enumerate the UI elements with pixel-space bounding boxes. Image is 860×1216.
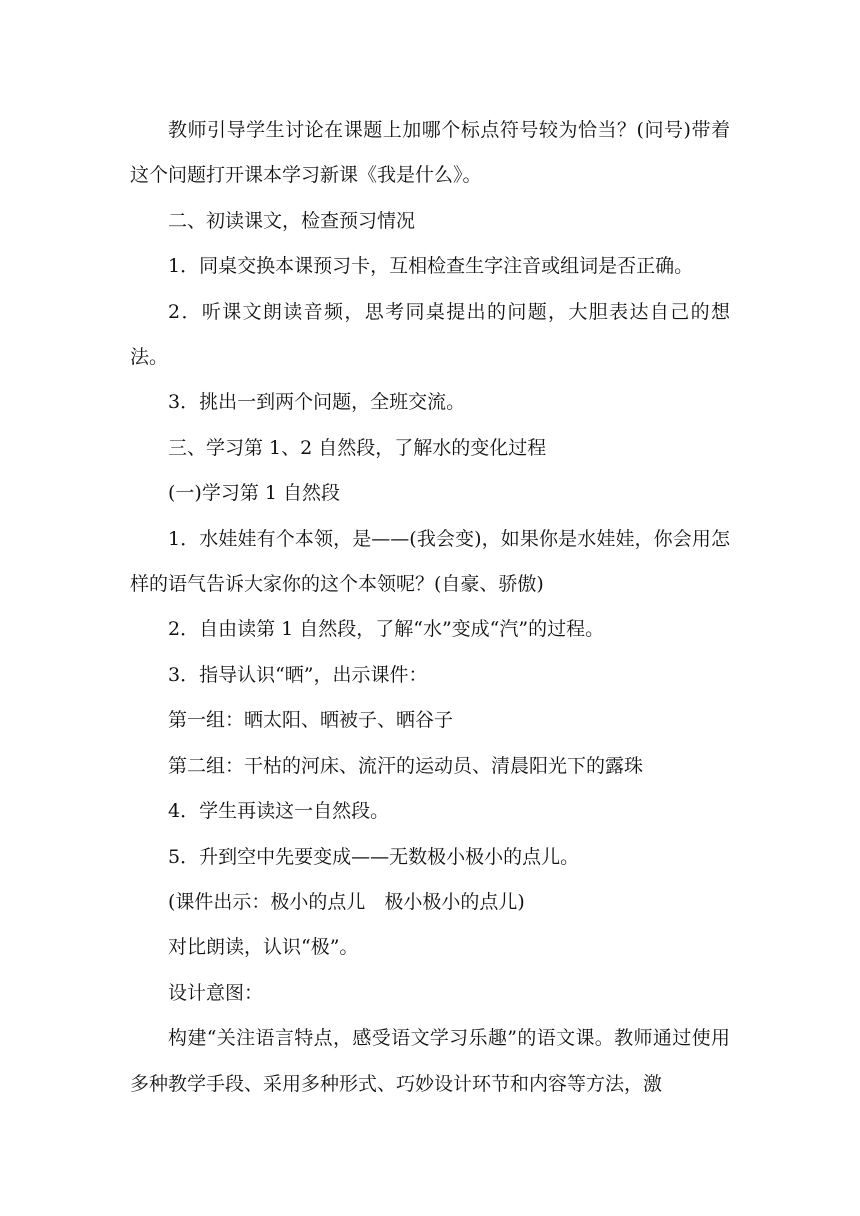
paragraph-item-4: 4．学生再读这一自然段。 [168, 800, 390, 823]
paragraph-group-one: 第一组：晒太阳、晒被子、晒谷子 [168, 709, 454, 732]
paragraph-group-two: 第二组：干枯的河床、流汗的运动员、清晨阳光下的露珠 [168, 754, 644, 777]
paragraph-item-3: 3．指导认识“晒”，出示课件： [168, 663, 428, 686]
paragraph-design-intent-text: 构建“关注语言特点，感受语文学习乐趣”的语文课。教师通过使用多种教学手段、采用多种形式、巧妙设计环节和内容等方法，激 [130, 1027, 730, 1095]
paragraph-courseware-display: (课件出示：极小的点儿 极小极小的点儿) [168, 890, 525, 913]
paragraph-step-1: 1．同桌交换本课预习卡，互相检查生字注音或组词是否正确。 [168, 255, 694, 278]
paragraph-item-1: 1．水娃娃有个本领，是——(我会变)，如果你是水娃娃，你会用怎样的语气告诉大家你的这个本领呢？(自豪、骄傲) [130, 527, 730, 596]
heading-design-intent: 设计意图： [168, 981, 264, 1004]
subheading-part-one: (一)学习第 1 自然段 [168, 482, 340, 505]
heading-section-three: 三、学习第 1、2 自然段，了解水的变化过程 [168, 436, 547, 459]
paragraph-compare-reading: 对比朗读，认识“极”。 [168, 936, 359, 959]
paragraph-step-2: 2．听课文朗读音频，思考同桌提出的问题，大胆表达自己的想法。 [130, 300, 730, 369]
paragraph-intro-question: 教师引导学生讨论在课题上加哪个标点符号较为恰当？(问号)带着这个问题打开课本学习新课《我是什么》。 [130, 119, 730, 187]
paragraph-item-2: 2．自由读第 1 自然段，了解“水”变成“汽”的过程。 [168, 618, 605, 641]
paragraph-item-5: 5．升到空中先要变成——无数极小极小的点儿。 [168, 845, 580, 868]
heading-section-two: 二、初读课文，检查预习情况 [168, 209, 416, 232]
paragraph-step-3: 3．挑出一到两个问题，全班交流。 [168, 391, 466, 414]
document-body [130, 108, 730, 1107]
